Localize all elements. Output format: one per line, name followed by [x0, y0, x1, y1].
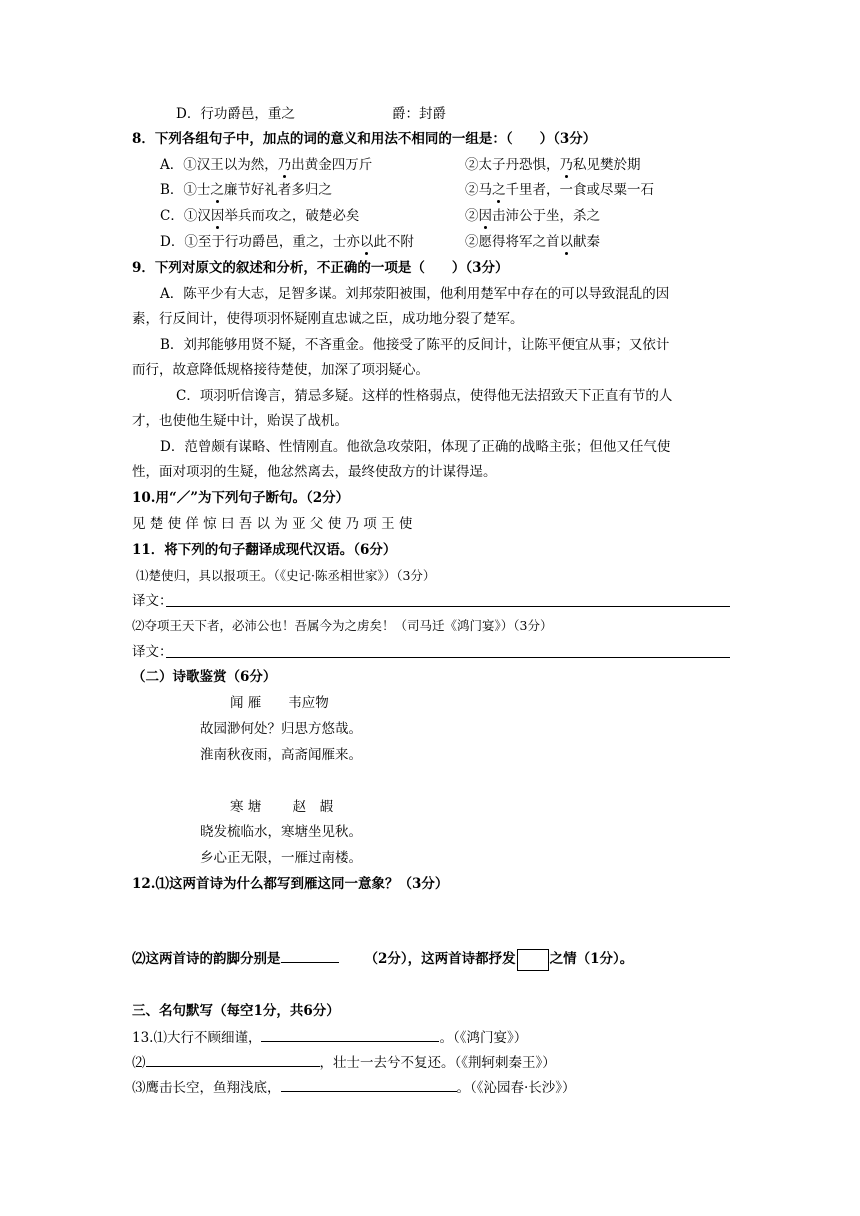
poem1-line1: 故园渺何处？归思方悠哉。: [200, 721, 362, 737]
q9-option-a-line2: 素，行反间计，使得项羽怀疑刚直忠诚之臣，成功地分裂了楚军。: [132, 311, 524, 327]
q8-option-d1: D．①至于行功爵邑，重之，士亦以此不附: [160, 234, 414, 250]
q11-answer-line-2[interactable]: [166, 657, 730, 658]
q8-option-a1: A．①汉王以为然，乃出黄金四万斤: [160, 157, 373, 173]
q13-blank-1[interactable]: [261, 1026, 439, 1042]
q8-option-c1: C．①汉因举兵而攻之，破楚必矣: [160, 208, 360, 224]
q12-emotion-box[interactable]: [517, 949, 549, 971]
q9-option-c-line1: C．项羽听信谗言，猜忌多疑。这样的性格弱点，使得他无法招致天下正直有节的人: [176, 388, 673, 404]
q9-option-d-line2: 性，面对项羽的生疑，他忿然离去，最终使敌方的计谋得逞。: [132, 464, 497, 480]
q9-stem: 9．下列对原文的叙述和分析，不正确的一项是（ ）（3分）: [132, 260, 509, 276]
q11-sentence-1: ⑴楚使归，具以报项王。（《史记·陈丞相世家》）（3分）: [136, 568, 436, 583]
q12-part1: 12.⑴这两首诗为什么都写到雁这同一意象？（3分）: [132, 876, 449, 892]
poem1-title: 闻 雁 韦应物: [230, 695, 329, 711]
q13-blank-2[interactable]: [146, 1051, 320, 1067]
emphasis-char: 之: [210, 182, 224, 198]
poem1-line2: 淮南秋夜雨，高斋闻雁来。: [200, 747, 362, 763]
q9-option-b-line1: B．刘邦能够用贤不疑，不吝重金。他接受了陈平的反间计，让陈平便宜从事；又依计: [160, 337, 670, 353]
q9-option-b-line2: 而行，故意降低规格接待楚使，加深了项羽疑心。: [132, 362, 429, 378]
q7-option-d: D．行功爵邑，重之: [176, 106, 295, 122]
q9-option-a-line1: A．陈平少有大志，足智多谋。刘邦荥阳被围，他利用楚军中存在的可以导致混乱的因: [160, 286, 670, 302]
q8-option-a2: ②太子丹恐惧，乃私见樊於期: [465, 157, 641, 173]
section3-heading: 三、名句默写（每空1分，共6分）: [132, 1003, 340, 1019]
poetry-heading: （二）诗歌鉴赏（6分）: [132, 669, 277, 685]
emphasis-char: 乃: [559, 157, 573, 173]
q12-rhyme-blank[interactable]: [281, 947, 339, 963]
q11-translation-label-1: 译文：: [132, 593, 173, 609]
q11-translation-label-2: 译文：: [132, 644, 173, 660]
q11-answer-line-1[interactable]: [166, 606, 730, 607]
emphasis-char: 之: [492, 182, 506, 198]
q8-option-b2: ②马之千里者，一食或尽粟一石: [465, 182, 654, 198]
emphasis-char: 乃: [277, 157, 292, 173]
q13-line3: ⑶鹰击长空，鱼翔浅底， 。（《沁园春·长沙》）: [132, 1076, 576, 1098]
q10-sentence: 见 楚 使 佯 惊 曰 吾 以 为 亚 父 使 乃 项 王 使: [132, 516, 413, 532]
poem2-line2: 乡心正无限，一雁过南楼。: [200, 850, 362, 866]
q8-option-b1: B．①士之廉节好礼者多归之: [160, 182, 332, 198]
q9-option-d-line1: D．范曾颇有谋略、性情刚直。他欲急攻荥阳，体现了正确的战略主张；但他又任气使: [160, 439, 671, 455]
q9-option-c-line2: 才，也使他生疑中计，贻误了战机。: [132, 413, 348, 429]
poem2-line1: 晓发梳临水，寒塘坐见秋。: [200, 824, 362, 840]
emphasis-char: 因: [210, 208, 225, 224]
q12-part2: ⑵这两首诗的韵脚分别是 （2分），这两首诗都抒发 之情（1分）。: [132, 947, 633, 971]
emphasis-char: 以: [359, 234, 374, 250]
q13-blank-3[interactable]: [281, 1076, 457, 1092]
q13-line1: 13.⑴大行不顾细谨， 。（《鸿门宴》）: [132, 1026, 527, 1048]
poem2-title: 寒 塘 赵 嘏: [230, 799, 334, 815]
q11-stem: 11．将下列的句子翻译成现代汉语。（6分）: [132, 542, 397, 558]
q7-option-d-gloss: 爵：封爵: [392, 106, 446, 122]
q10-stem: 10.用“／”为下列句子断句。（2分）: [132, 490, 350, 506]
emphasis-char: 以: [559, 234, 573, 250]
q8-stem: 8．下列各组句子中，加点的词的意义和用法不相同的一组是：（ ）（3分）: [132, 131, 597, 147]
q13-line2: ⑵ ，壮士一去兮不复还。（《荆轲刺秦王》）: [132, 1051, 556, 1073]
q8-option-d2: ②愿得将军之首以献秦: [465, 234, 600, 250]
q8-option-c2: ②因击沛公于坐，杀之: [465, 208, 600, 224]
q11-sentence-2: ⑵夺项王天下者，必沛公也！吾属今为之虏矣！（司马迁《鸿门宴》）（3分）: [132, 618, 553, 633]
emphasis-char: 因: [478, 208, 492, 224]
